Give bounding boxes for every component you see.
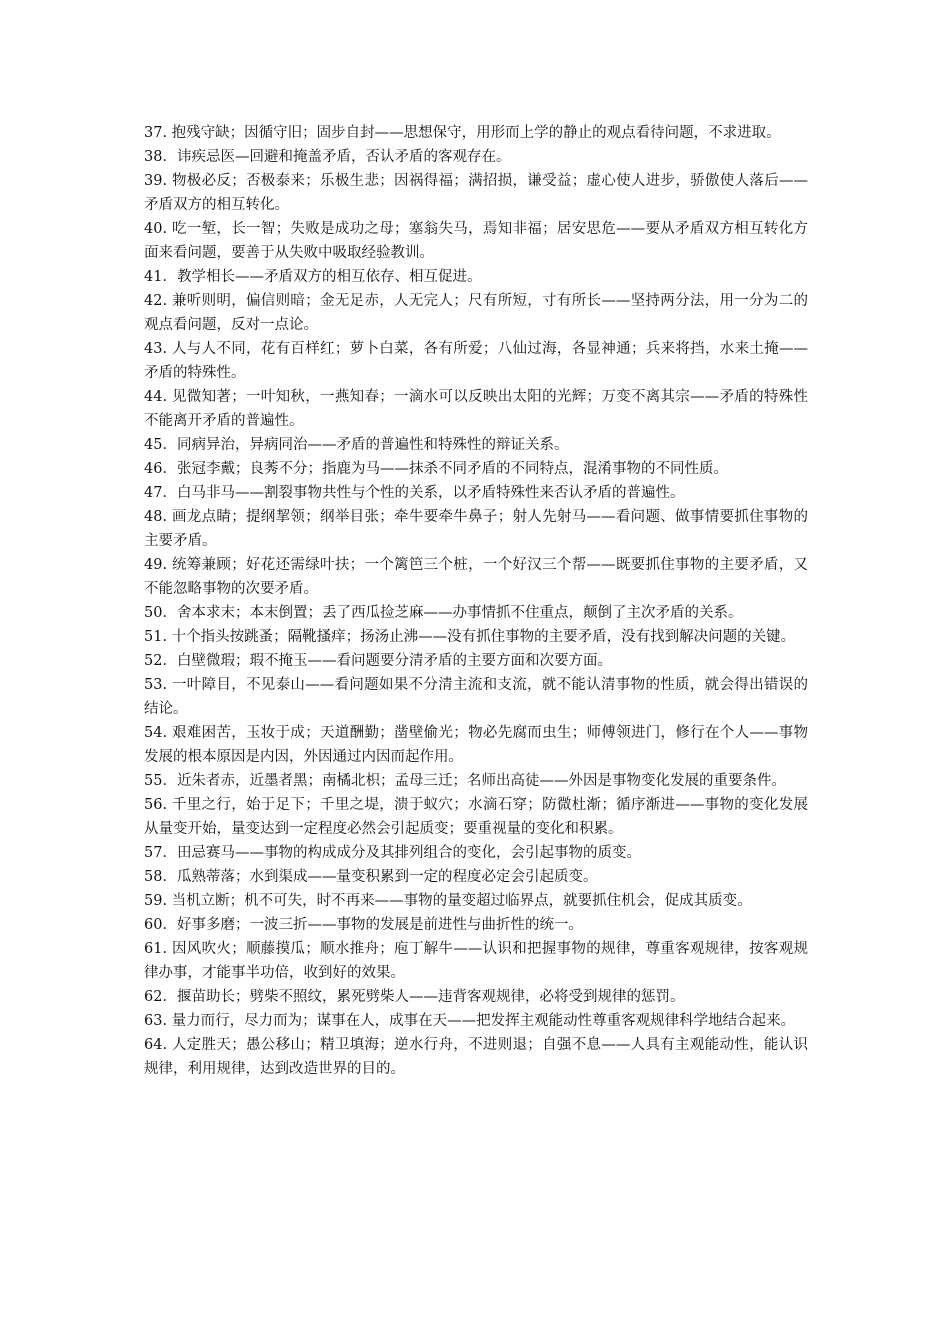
entry-52: 52．白壁微瑕；瑕不掩玉——看问题要分清矛盾的主要方面和次要方面。 xyxy=(144,653,612,669)
entry-46: 46．张冠李戴；良莠不分；指鹿为马——抹杀不同矛盾的不同特点，混淆事物的不同性质。 xyxy=(144,461,728,477)
entry-56: 56. 千里之行，始于足下；千里之堤，溃于蚁穴；水滴石穿；防微杜渐；循序渐进——事物的变化发展从量变开始，量变达到一定程度必然会引起质变；要重视量的变化和积累。 xyxy=(144,797,808,837)
entry-48: 48. 画龙点睛；提纲挈领；纲举目张；牵牛要牵牛鼻子；射人先射马——看问题、做事情要抓住事物的主要矛盾。 xyxy=(144,509,808,549)
entry-45: 45．同病异治，异病同治——矛盾的普遍性和特殊性的辩证关系。 xyxy=(144,437,569,453)
entry-43: 43. 人与人不同，花有百样红；萝卜白菜，各有所爱；八仙过海，各显神通；兵来将挡，水来土掩——矛盾的特殊性。 xyxy=(144,341,808,381)
entry-44: 44. 见微知著；一叶知秋，一燕知春；一滴水可以反映出太阳的光辉；万变不离其宗——矛盾的特殊性不能离开矛盾的普遍性。 xyxy=(144,389,808,429)
entry-64: 64. 人定胜天；愚公移山；精卫填海；逆水行舟，不进则退；自强不息——人具有主观能动性，能认识规律，利用规律，达到改造世界的目的。 xyxy=(144,1037,808,1077)
document-page xyxy=(144,121,808,1081)
entry-57: 57．田忌赛马——事物的构成成分及其排列组合的变化，会引起事物的质变。 xyxy=(144,845,641,861)
entry-37: 37. 抱残守缺；因循守旧；固步自封——思想保守，用形而上学的静止的观点看待问题，不求进取。 xyxy=(144,125,781,141)
entry-40: 40. 吃一堑，长一智；失败是成功之母；塞翁失马，焉知非福；居安思危——要从矛盾双方相互转化方面来看问题，要善于从失败中吸取经验教训。 xyxy=(144,221,808,261)
entry-38: 38．讳疾忌医—回避和掩盖矛盾，否认矛盾的客观存在。 xyxy=(144,149,511,165)
entry-58: 58．瓜熟蒂落；水到渠成——量变积累到一定的程度必定会引起质变。 xyxy=(144,869,598,885)
entry-49: 49. 统筹兼顾；好花还需绿叶扶；一个篱笆三个桩，一个好汉三个帮——既要抓住事物的主要矛盾，又不能忽略事物的次要矛盾。 xyxy=(144,557,808,597)
entry-50: 50．舍本求末；本末倒置；丢了西瓜捡芝麻——办事情抓不住重点，颠倒了主次矛盾的关系。 xyxy=(144,605,743,621)
entry-63: 63. 量力而行，尽力而为；谋事在人，成事在天——把发挥主观能动性尊重客观规律科学地结合起来。 xyxy=(144,1013,796,1029)
entry-59: 59. 当机立断；机不可失，时不再来——事物的量变超过临界点，就要抓住机会，促成其质变。 xyxy=(144,893,752,909)
entry-41: 41．教学相长——矛盾双方的相互依存、相互促进。 xyxy=(144,269,482,285)
entry-54: 54. 艰难困苦，玉妆于成；天道酬勤；凿壁偷光；物必先腐而虫生；师傅领进门，修行在个人——事物发展的根本原因是内因，外因通过内因而起作用。 xyxy=(144,725,808,765)
entry-47: 47．白马非马——割裂事物共性与个性的关系，以矛盾特殊性来否认矛盾的普遍性。 xyxy=(144,485,685,501)
entry-39: 39. 物极必反；否极泰来；乐极生悲；因祸得福；满招损，谦受益；虚心使人进步，骄傲使人落后——矛盾双方的相互转化。 xyxy=(144,173,808,213)
entry-42: 42. 兼听则明，偏信则暗；金无足赤，人无完人；尺有所短，寸有所长——坚持两分法，用一分为二的观点看问题，反对一点论。 xyxy=(144,293,808,333)
entry-55: 55．近朱者赤，近墨者黑；南橘北枳；孟母三迁；名师出高徒——外因是事物变化发展的重要条件。 xyxy=(144,773,786,789)
entry-60: 60．好事多磨；一波三折——事物的发展是前进性与曲折性的统一。 xyxy=(144,917,583,933)
entry-61: 61. 因风吹火；顺藤摸瓜；顺水推舟；庖丁解牛——认识和把握事物的规律，尊重客观规律，按客观规律办事，才能事半功倍，收到好的效果。 xyxy=(144,941,808,981)
entry-53: 53. 一叶障目，不见泰山——看问题如果不分清主流和支流，就不能认清事物的性质，就会得出错误的结论。 xyxy=(144,677,808,717)
entry-51: 51. 十个指头按跳蚤；隔靴搔痒；扬汤止沸——没有抓住事物的主要矛盾，没有找到解决问题的关键。 xyxy=(144,629,796,645)
entry-62: 62．揠苗助长；劈柴不照纹，累死劈柴人——违背客观规律，必将受到规律的惩罚。 xyxy=(144,989,685,1005)
